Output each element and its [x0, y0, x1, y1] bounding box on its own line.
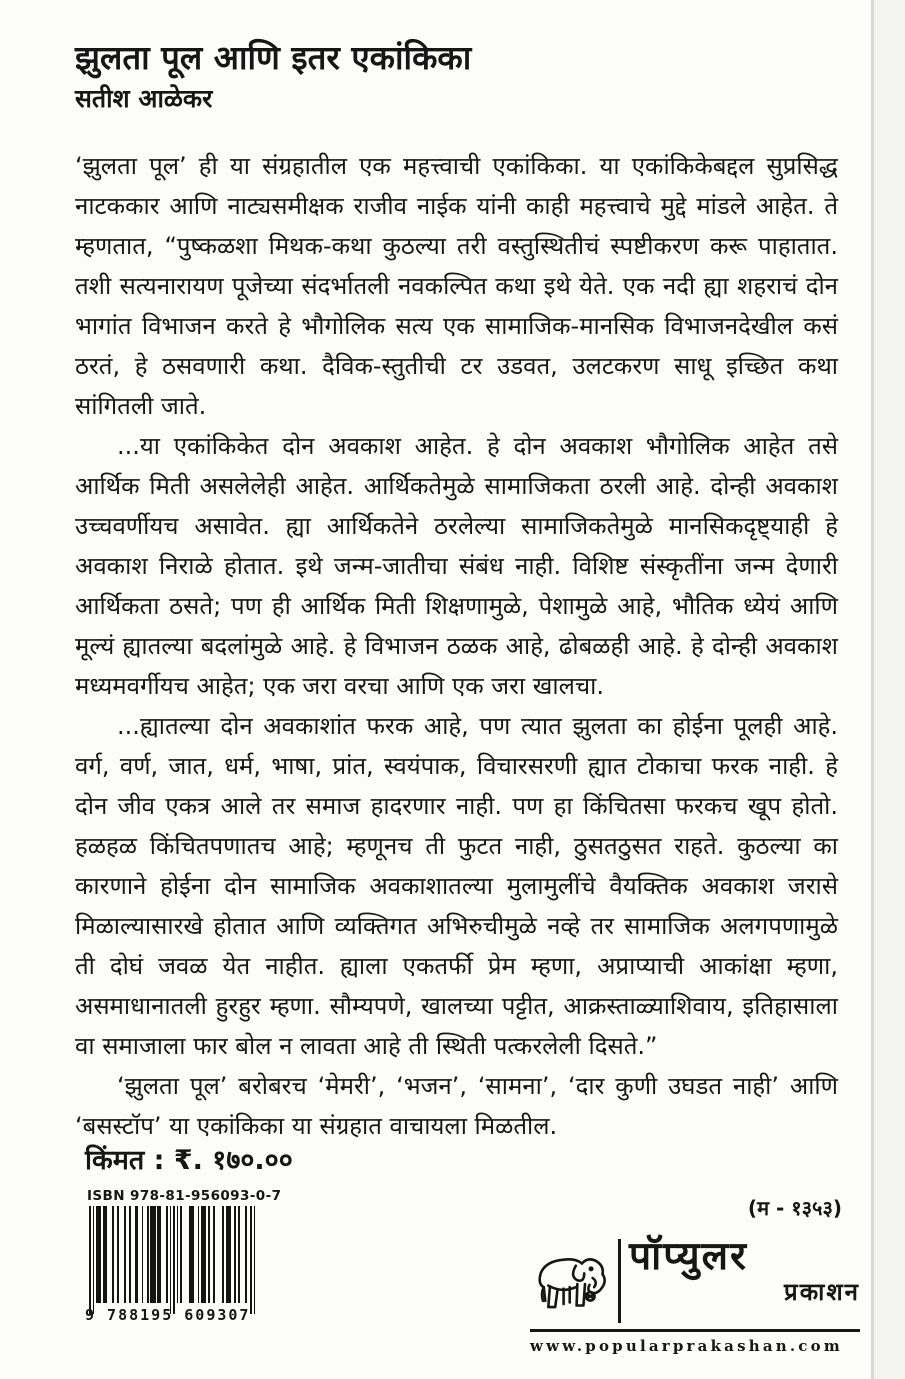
price-line: किंमत : ₹. १७०.००	[85, 1144, 293, 1176]
blurb-paragraph: ...ह्यातल्या दोन अवकाशांत फरक आहे, पण त्यात झुलता का होईना पूलही आहे. वर्ग, वर्ण, जात, धर्म, भाषा, प्रांत, स्वयंपाक, विचारसरणी ह्यात टोकाचा फरक नाही. हे दोन जीव एकत्र आले तर समाज हादरणार नाही. पण हा किंचितसा फरकच खूप होतो. हळहळ किंचितपणातच आहे; म्हणूनच ती फुटत नाही, ठुसतठुसत राहते. कुठल्या का कारणाने होईना दोन सामाजिक अवकाशातल्या मुलामुलींचे वैयक्तिक अवकाश जरासे मिळाल्यासारखे होतात आणि व्यक्तिगत अभिरुचीमुळे नव्हे तर सामाजिक अलगपणामुळे ती दोघं जवळ येत नाहीत. ह्याला एकतर्फी प्रेम म्हणा, अप्राप्याची आकांक्षा म्हणा, असमाधानातली हुरहुर म्हणा. सौम्यपणे, खालच्या पट्टीत, आक्रस्ताळ्याशिवाय, इतिहासाला वा समाजाला फार बोल न लावता आहे ती स्थिती पत्करलेली दिसते.”	[75, 711, 838, 1060]
elephant-logo-icon	[530, 1237, 614, 1323]
publisher-name: पॉप्युलर	[629, 1234, 749, 1279]
publisher-subtitle: प्रकाशन	[784, 1278, 860, 1306]
publisher-block	[530, 1188, 860, 1355]
barcode-icon	[89, 1206, 256, 1316]
barcode-digits: 9 788195 609307	[85, 1306, 251, 1324]
blurb-paragraph: ...या एकांकिकेत दोन अवकाश आहेत. हे दोन अवकाश भौगोलिक आहेत तसे आर्थिक मिती असलेलेही आहेत. आर्थिकतेमुळे सामाजिकता ठरली आहे. दोन्ही अवकाश उच्चवर्णीयच असावेत. ह्या आर्थिकतेने ठरलेल्या सामाजिकतेमुळे मानसिकदृष्ट्याही हे अवकाश निराळे होतात. इथे जन्म-जातीचा संबंध नाही. विशिष्ट संस्कृतींना जन्म देणारी आर्थिकता ठसते; पण ही आर्थिक मिती शिक्षणामुळे, पेशामुळे आहे, भौतिक ध्येयं आणि मूल्यं ह्यातल्या बदलांमुळे आहे. हे विभाजन ठळक आहे, ढोबळही आहे. हे दोन्ही अवकाश मध्यमवर्गीयच आहेत; एक जरा वरचा आणि एक जरा खालचा.	[75, 431, 838, 700]
barcode-block	[85, 1188, 282, 1324]
book-title: झुलता पूल आणि इतर एकांकिका	[75, 38, 472, 77]
publisher-website: www.popularprakashan.com	[530, 1336, 843, 1355]
scan-edge-line	[871, 0, 874, 1379]
blurb-paragraph: ‘झुलता पूल’ बरोबरच ‘मेमरी’, ‘भजन’, ‘सामना’, ‘दार कुणी उघडत नाही’ आणि ‘बसस्टॉप’ या एकांकिका या संग्रहात वाचायला मिळतील.	[75, 1071, 838, 1140]
logo-divider	[618, 1239, 621, 1323]
logo-rule	[530, 1329, 860, 1332]
scan-edge-strip	[874, 0, 905, 1379]
isbn-label: ISBN 978-81-956093-0-7	[87, 1188, 282, 1204]
book-author: सतीश आळेकर	[75, 83, 213, 113]
publisher-logo-text	[629, 1234, 860, 1323]
cover-footer	[85, 1188, 860, 1355]
publisher-logo	[530, 1234, 860, 1323]
blurb-paragraph: ‘झुलता पूल’ ही या संग्रहातील एक महत्त्वाची एकांकिका. या एकांकिकेबद्दल सुप्रसिद्ध नाटककार आणि नाट्यसमीक्षक राजीव नाईक यांनी काही महत्त्वाचे मुद्दे मांडले आहेत. ते म्हणतात, “पुष्कळशा मिथक-कथा कुठल्या तरी वस्तुस्थितीचं स्पष्टीकरण करू पाहातात. तशी सत्यनारायण पूजेच्या संदर्भातली नवकल्पित कथा इथे येते. एक नदी ह्या शहराचं दोन भागांत विभाजन करते हे भौगोलिक सत्य एक सामाजिक-मानसिक विभाजनदेखील कसं ठरतं, हे ठसवणारी कथा. दैविक-स्तुतीची टर उडवत, उलटकरण साधू इच्छित कथा सांगितली जाते.	[75, 151, 838, 420]
catalog-number: (म - १३५३)	[747, 1196, 842, 1220]
book-blurb	[75, 146, 838, 1140]
